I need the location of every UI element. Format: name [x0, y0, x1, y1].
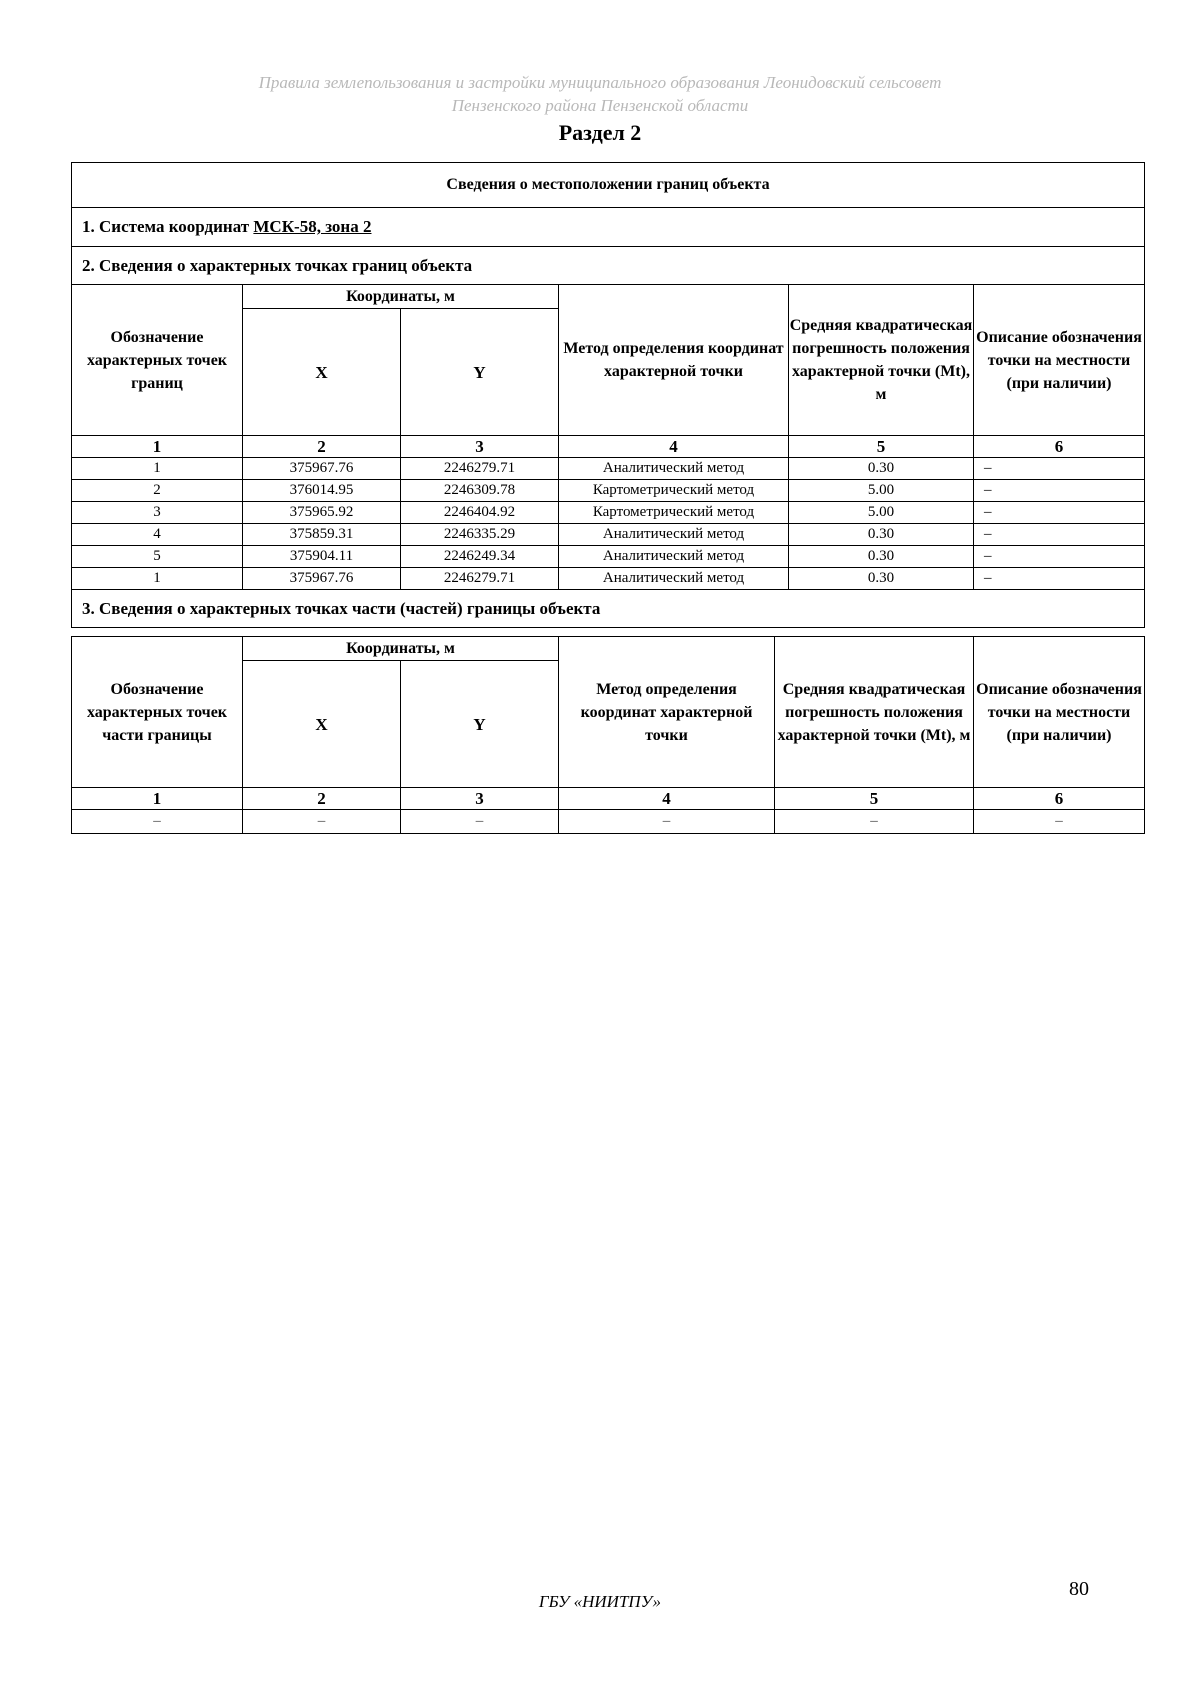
- table-row: [72, 480, 1145, 502]
- point-description: –: [974, 568, 1145, 590]
- point-description: –: [974, 524, 1145, 546]
- column-number: 3: [401, 788, 559, 810]
- coordinate-system-row: [72, 208, 1145, 247]
- empty-cell: –: [559, 810, 775, 834]
- document-footer: ГБУ «НИИТПУ»: [538, 1592, 662, 1611]
- point-description: –: [974, 458, 1145, 480]
- point-y: 2246279.71: [401, 568, 559, 590]
- point-x: 375967.76: [243, 458, 401, 480]
- point-error: 0.30: [789, 458, 974, 480]
- empty-cell: –: [72, 810, 243, 834]
- point-y: 2246279.71: [401, 458, 559, 480]
- point-error: 0.30: [789, 568, 974, 590]
- header-x: X: [243, 309, 401, 436]
- point-method: Аналитический метод: [559, 524, 789, 546]
- header-coordinates: Координаты, м: [243, 285, 559, 309]
- points-header-row-1: [72, 285, 1145, 309]
- point-id: 1: [72, 458, 243, 480]
- section-title: Раздел 2: [558, 120, 642, 145]
- table-row: [72, 546, 1145, 568]
- point-error: 0.30: [789, 524, 974, 546]
- point-id: 2: [72, 480, 243, 502]
- point-method: Картометрический метод: [559, 502, 789, 524]
- column-number: 6: [974, 436, 1145, 458]
- table-row: [72, 568, 1145, 590]
- point-method: Аналитический метод: [559, 458, 789, 480]
- empty-cell: –: [243, 810, 401, 834]
- boundary-info-table: [71, 162, 1145, 628]
- table-row: [72, 810, 1145, 834]
- header-method: Метод определения координат характерной точки: [559, 285, 789, 436]
- parts-header-error: Средняя квадратическая погрешность положения характерной точки (Mt), м: [775, 637, 974, 788]
- parts-header-y: Y: [401, 661, 559, 788]
- point-description: –: [974, 546, 1145, 568]
- point-error: 0.30: [789, 546, 974, 568]
- header-description: Описание обозначения точки на местности (при наличии): [974, 285, 1145, 436]
- point-y: 2246404.92: [401, 502, 559, 524]
- column-number: 1: [72, 788, 243, 810]
- page-number: 80: [1069, 1578, 1089, 1600]
- point-id: 5: [72, 546, 243, 568]
- points-column-numbers-row: [72, 436, 1145, 458]
- point-y: 2246309.78: [401, 480, 559, 502]
- parts-header-x: X: [243, 661, 401, 788]
- column-number: 5: [775, 788, 974, 810]
- point-method: Картометрический метод: [559, 480, 789, 502]
- point-id: 4: [72, 524, 243, 546]
- point-x: 375904.11: [243, 546, 401, 568]
- parts-header-designation: Обозначение характерных точек части границы: [72, 637, 243, 788]
- coordinate-system-cell: [72, 208, 1145, 247]
- point-error: 5.00: [789, 480, 974, 502]
- points-section-title: 2. Сведения о характерных точках границ объекта: [72, 247, 1145, 285]
- parts-section-title: 3. Сведения о характерных точках части (частей) границы объекта: [72, 590, 1145, 628]
- point-description: –: [974, 480, 1145, 502]
- column-number: 5: [789, 436, 974, 458]
- point-method: Аналитический метод: [559, 568, 789, 590]
- point-y: 2246249.34: [401, 546, 559, 568]
- column-number: 4: [559, 436, 789, 458]
- parts-header-row-1: [72, 637, 1145, 661]
- parts-section-title-row: [72, 590, 1145, 628]
- point-x: 375859.31: [243, 524, 401, 546]
- point-id: 1: [72, 568, 243, 590]
- empty-cell: –: [775, 810, 974, 834]
- parts-column-numbers-row: [72, 788, 1145, 810]
- parts-header-coordinates: Координаты, м: [243, 637, 559, 661]
- header-designation: Обозначение характерных точек границ: [72, 285, 243, 436]
- point-description: –: [974, 502, 1145, 524]
- table-row: [72, 524, 1145, 546]
- empty-cell: –: [401, 810, 559, 834]
- document-header-line-2: Пензенского района Пензенской области: [451, 96, 749, 115]
- point-y: 2246335.29: [401, 524, 559, 546]
- point-error: 5.00: [789, 502, 974, 524]
- column-number: 2: [243, 788, 401, 810]
- table-row: [72, 502, 1145, 524]
- coordinate-system-value: МСК-58, зона 2: [253, 217, 372, 236]
- column-number: 4: [559, 788, 775, 810]
- column-number: 2: [243, 436, 401, 458]
- column-number: 3: [401, 436, 559, 458]
- point-id: 3: [72, 502, 243, 524]
- document-header-line-1: Правила землепользования и застройки муниципального образования Леонидовский сельсовет: [258, 73, 942, 92]
- point-x: 375965.92: [243, 502, 401, 524]
- column-number: 1: [72, 436, 243, 458]
- parts-header-description: Описание обозначения точки на местности (при наличии): [974, 637, 1145, 788]
- point-method: Аналитический метод: [559, 546, 789, 568]
- coordinate-system-label: 1. Система координат: [82, 217, 250, 236]
- header-error: Средняя квадратическая погрешность положения характерной точки (Mt), м: [789, 285, 974, 436]
- parts-header-method: Метод определения координат характерной точки: [559, 637, 775, 788]
- boundary-parts-table: [71, 636, 1145, 834]
- points-section-title-row: [72, 247, 1145, 285]
- header-y: Y: [401, 309, 559, 436]
- table-title: Сведения о местоположении границ объекта: [72, 163, 1145, 208]
- table-title-row: [72, 163, 1145, 208]
- table-row: [72, 458, 1145, 480]
- point-x: 375967.76: [243, 568, 401, 590]
- empty-cell: –: [974, 810, 1145, 834]
- point-x: 376014.95: [243, 480, 401, 502]
- column-number: 6: [974, 788, 1145, 810]
